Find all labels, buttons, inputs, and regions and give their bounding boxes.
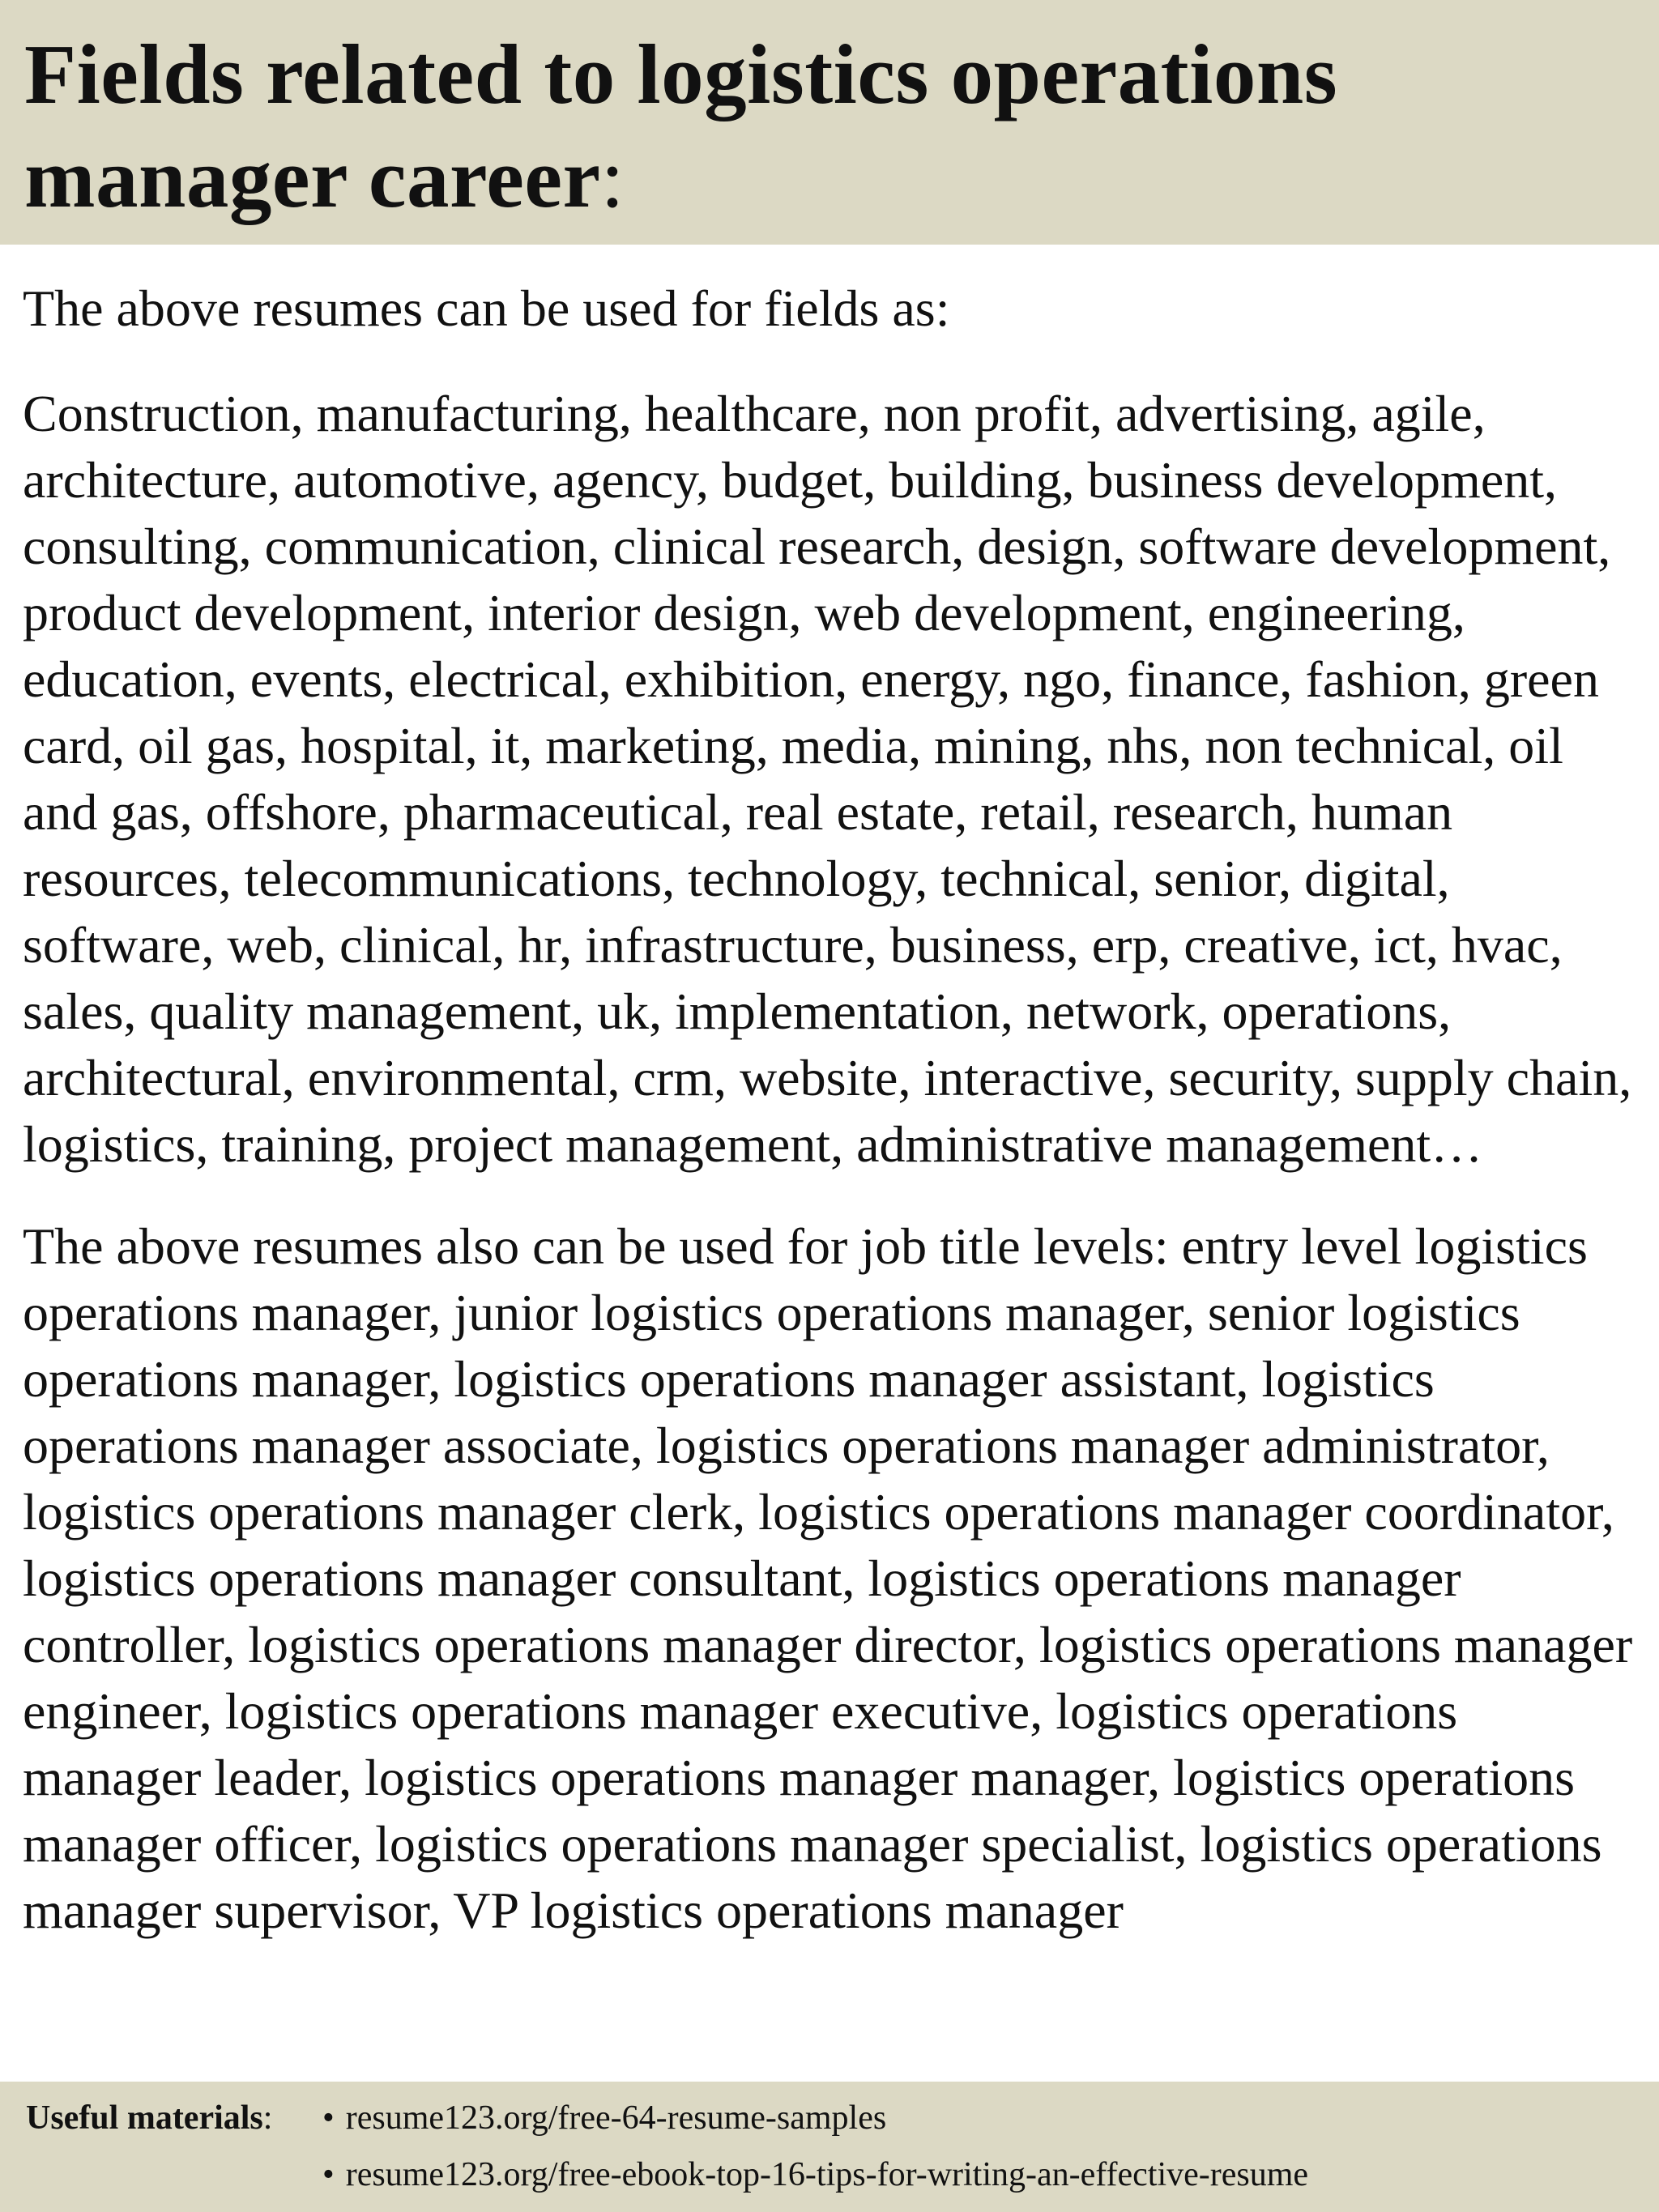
link-resume-samples[interactable]: resume123.org/free-64-resume-samples (345, 2099, 887, 2137)
list-item (322, 2146, 1308, 2203)
useful-materials-footer (0, 2082, 1659, 2212)
bullet-icon: • (322, 2099, 335, 2137)
useful-materials-label (26, 2090, 272, 2146)
link-resume-ebook[interactable]: resume123.org/free-ebook-top-16-tips-for-writing-an-effective-resume (345, 2156, 1309, 2193)
useful-materials-label-colon: : (262, 2099, 273, 2137)
bullet-icon: • (322, 2156, 335, 2193)
job-levels-paragraph: The above resumes also can be used for job title levels: entry level logistics operations manager, junior logistics operations manager, senior logistics operations manager, logistics operations manager assistant, logistics operations manager associate, logistics operations manager administrator, logistics operations manager clerk, logistics operations manager coordinator, logistics operations manager consultant, logistics operations manager controller, logistics operations manager director, logistics operations manager engineer, logistics operations manager executive, logistics operations manager leader, logistics operations manager manager, logistics operations manager officer, logistics operations manager specialist, logistics operations manager supervisor, VP logistics operations manager (23, 1217, 1633, 1939)
page-title (24, 23, 1401, 230)
useful-materials-list (322, 2090, 1308, 2203)
page-title-text: Fields related to logistics operations manager career (24, 27, 1338, 225)
title-banner (0, 0, 1659, 245)
intro-paragraph: The above resumes can be used for fields as: (23, 279, 950, 337)
main-content (23, 275, 1635, 2080)
page-title-colon: : (600, 130, 625, 225)
useful-materials-label-text: Useful materials (26, 2099, 263, 2137)
list-item (322, 2090, 1308, 2146)
fields-paragraph: Construction, manufacturing, healthcare, non profit, advertising, agile, architecture, automotive, agency, budget, building, business development, consulting, communication, clinical research, design, software development, product development, interior design, web development, engineering, education, events, electrical, exhibition, energy, ngo, finance, fashion, green card, oil gas, hospital, it, marketing, media, mining, nhs, non technical, oil and gas, offshore, pharmaceutical, real estate, retail, research, human resources, telecommunications, technology, technical, senior, digital, software, web, clinical, hr, infrastructure, business, erp, creative, ict, hvac, sales, quality management, uk, implementation, network, operations, architectural, environmental, crm, website, interactive, security, supply chain, logistics, training, project management, administrative management… (23, 385, 1632, 1173)
